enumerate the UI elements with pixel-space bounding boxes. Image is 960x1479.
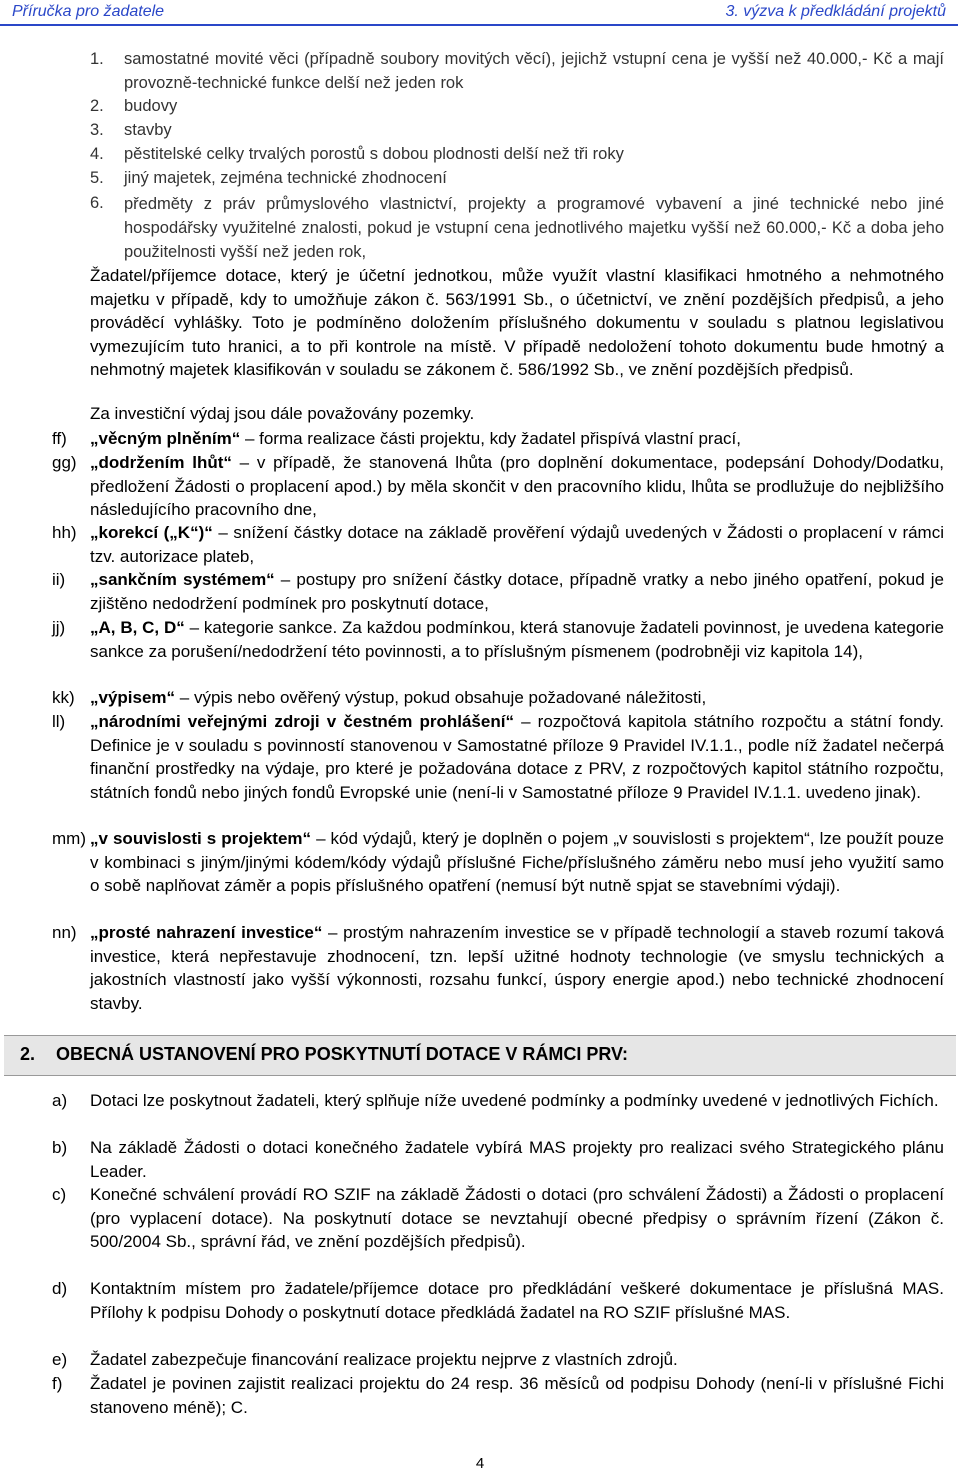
section-title: OBECNÁ USTANOVENÍ PRO POSKYTNUTÍ DOTACE V RÁMCI PRV: bbox=[56, 1044, 629, 1064]
definition-text: – postupy pro snížení částky dotace, případně vratky a nebo jiného opatření, pokud je zjištěno nedodržení podmínek pro poskytnutí dotace, bbox=[90, 570, 944, 613]
list-item-text: předměty z práv průmyslového vlastnictví, projekty a programové vybavení a jiné technické nebo jiné hospodářsky využitelné znalosti, pokud je vstupní cena jednotlivého majetku vyšší než 60.000,- Kč a doba jeho použitelnosti vyšší než jeden rok, bbox=[124, 195, 944, 261]
section-number: 2. bbox=[20, 1044, 36, 1064]
definition-item bbox=[90, 921, 944, 1015]
definition-term: „dodržením lhůt“ bbox=[90, 453, 232, 472]
list-item: stavby bbox=[124, 121, 172, 139]
definition-term: „výpisem“ bbox=[90, 688, 176, 707]
header-left-title: Příručka pro žadatele bbox=[12, 3, 165, 20]
definition-item bbox=[90, 568, 944, 615]
list-item: jiný majetek, zejména technické zhodnocení bbox=[124, 169, 447, 187]
definition-label: hh) bbox=[52, 523, 77, 542]
definition-term: „národními veřejnými zdroji v čestném prohlášení“ bbox=[90, 712, 514, 731]
accounting-paragraph: Žadatel/příjemce dotace, který je účetní jednotkou, může využít vlastní klasifikaci hmotného a nehmotného majetku v případě, kdy to umožňuje zákon č. 563/1991 Sb., o účetnictví, ve znění pozdějších předpisů, a jeho prováděcí vyhlášky. Toto je podmíněno doložením příslušného dokumentu v souladu s platnou legislativou vymezujícím tuto hranici, a to při kontrole na místě. V případě nedoložení tohoto dokumentu bude hmotný a nehmotný majetek klasifikován v souladu se zákonem č. 586/1992 Sb., ve znění pozdějších předpisů. bbox=[90, 266, 944, 380]
header-rule bbox=[0, 24, 958, 26]
section-item-label: a) bbox=[52, 1091, 68, 1110]
list-item-number: 1. bbox=[90, 50, 104, 68]
list-item-number: 6. bbox=[90, 194, 104, 212]
definition-item bbox=[90, 427, 944, 451]
list-item bbox=[124, 192, 944, 264]
definition-label: mm) bbox=[52, 829, 86, 848]
section-item: Kontaktním místem pro žadatele/příjemce dotace pro předkládání veškeré dokumentace je příslušná MAS. Přílohy k podpisu Dohody o poskytnutí dotace předkládá žadatel na RO SZIF příslušné MAS. bbox=[90, 1279, 944, 1322]
section-item: Žadatel zabezpečuje financování realizace projektu nejprve z vlastních zdrojů. bbox=[90, 1350, 678, 1369]
definition-item bbox=[90, 827, 944, 898]
list-item-number: 4. bbox=[90, 145, 104, 163]
definition-text: – výpis nebo ověřený výstup, pokud obsahuje požadované náležitosti, bbox=[175, 688, 707, 707]
definition-text: – forma realizace části projektu, kdy žadatel přispívá vlastní prací, bbox=[240, 429, 741, 448]
definition-term: „prosté nahrazení investice“ bbox=[90, 923, 323, 942]
page-number: 4 bbox=[475, 1455, 485, 1472]
definition-term: „sankčním systémem“ bbox=[90, 570, 275, 589]
header-right-title: 3. výzva k předkládání projektů bbox=[725, 3, 946, 20]
section-item-label: f) bbox=[52, 1374, 63, 1393]
definition-item bbox=[90, 521, 944, 568]
definition-text: – prostým nahrazením investice se v případě technologií a staveb rozumí taková investice, která nepřestavuje zhodnocení, tzn. lepší užitné hodnoty technologie (ve smyslu technických a jakostních vlastností jako vyšší výkonnosti, rozsahu funkcí, úspory energie apod.) nebo technické zhodnocení stavby. bbox=[90, 923, 944, 1013]
definition-label: jj) bbox=[52, 618, 66, 637]
definition-text: – rozpočtová kapitola státního rozpočtu a státní fondy. Definice je v souladu s povinností stanovenou v Samostatné příloze 9 Pravidel IV.1.1., podle níž žadatel nečerpá finanční prostředky na výdaje, pro které je požadována dotace z PRV, z rozpočtových kapitol státního rozpočtu, státních fondů nebo jiných fondů Evropské unie (není-li v Samostatné příloze 9 Pravidel IV.1.1. uvedeno jinak). bbox=[90, 712, 944, 802]
section-item: Dotaci lze poskytnout žadateli, který splňuje níže uvedené podmínky a podmínky uvedené v jednotlivých Fichích. bbox=[90, 1091, 939, 1110]
list-item-number: 3. bbox=[90, 121, 104, 139]
definition-label: ii) bbox=[52, 570, 66, 589]
definition-label: kk) bbox=[52, 688, 75, 707]
definition-text: – kategorie sankce. Za každou podmínkou, která stanovuje žadateli povinnost, je uvedena kategorie sankce za porušení/nedodržení této povinnosti, a to příslušným písmenem (podrobněji viz kapitola 14), bbox=[90, 618, 945, 661]
section-heading bbox=[4, 1035, 956, 1076]
definition-term: „v souvislosti s projektem“ bbox=[90, 829, 312, 848]
list-item-number: 5. bbox=[90, 169, 104, 187]
definition-item bbox=[90, 686, 944, 710]
section-item-label: d) bbox=[52, 1279, 68, 1298]
list-item-number: 2. bbox=[90, 97, 104, 115]
definition-item bbox=[90, 710, 944, 804]
definition-label: gg) bbox=[52, 453, 77, 472]
list-item: budovy bbox=[124, 97, 178, 115]
definition-item bbox=[90, 616, 944, 663]
page-header bbox=[0, 0, 960, 26]
list-item: pěstitelské celky trvalých porostů s dobou plodnosti delší než tři roky bbox=[124, 145, 624, 163]
section-item: Konečné schválení provádí RO SZIF na základě Žádosti o dotaci (pro schválení Žádosti) a Žádosti o proplacení (pro vyplacení dotace). Na poskytnutí dotace se nevztahují obecné předpisy o správním řízení (Zákon č. 500/2004 Sb., správní řád, ve znění pozdějších předpisů). bbox=[90, 1185, 944, 1251]
definition-term: „A, B, C, D“ bbox=[90, 618, 185, 637]
definition-term: „věcným plněním“ bbox=[90, 429, 241, 448]
section-item-label: b) bbox=[52, 1138, 68, 1157]
definition-item bbox=[90, 451, 944, 522]
definition-label: nn) bbox=[52, 923, 77, 942]
definition-text: – v případě, že stanovená lhůta (pro doplnění dokumentace, podepsání Dohody/Dodatku, předložení Žádosti o proplacení apod.) by měla skončit v den pracovního klidu, lhůta se prodlužuje do nejbližšího následujícího pracovního dne, bbox=[90, 453, 944, 519]
section-item-label: c) bbox=[52, 1185, 67, 1204]
section-item: Žadatel je povinen zajistit realizaci projektu do 24 resp. 36 měsíců od podpisu Dohody (není-li v příslušné Fichi stanoveno méně); C. bbox=[90, 1374, 944, 1417]
definition-term: „korekcí („K“)“ bbox=[90, 523, 213, 542]
section-item: Na základě Žádosti o dotaci konečného žadatele vybírá MAS projekty pro realizaci svého Strategického plánu Leader. bbox=[90, 1138, 944, 1181]
section-item-label: e) bbox=[52, 1350, 68, 1369]
definition-label: ll) bbox=[52, 712, 66, 731]
definition-text: – snížení částky dotace na základě prověření výdajů uvedených v Žádosti o proplacení v rámci tzv. autorizace plateb, bbox=[90, 523, 944, 566]
definition-text: – kód výdajů, který je doplněn o pojem „v souvislosti s projektem“, lze použít pouze v kombinaci s jiným/jinými kódem/kódy výdajů příslušné Fiche/příslušného záměru nebo musí jeho využití samo o sobě naplňovat záměr a popis příslušného opatření (nemusí být nutně spjat se stavebními výdaji). bbox=[90, 829, 944, 895]
land-paragraph: Za investiční výdaj jsou dále považovány pozemky. bbox=[90, 404, 475, 423]
list-item: samostatné movité věci (případně soubory movitých věcí), jejichž vstupní cena je vyšší než 40.000,- Kč a mají provozně-technické funkce delší než jeden rok bbox=[124, 50, 944, 92]
definition-label: ff) bbox=[52, 429, 67, 448]
